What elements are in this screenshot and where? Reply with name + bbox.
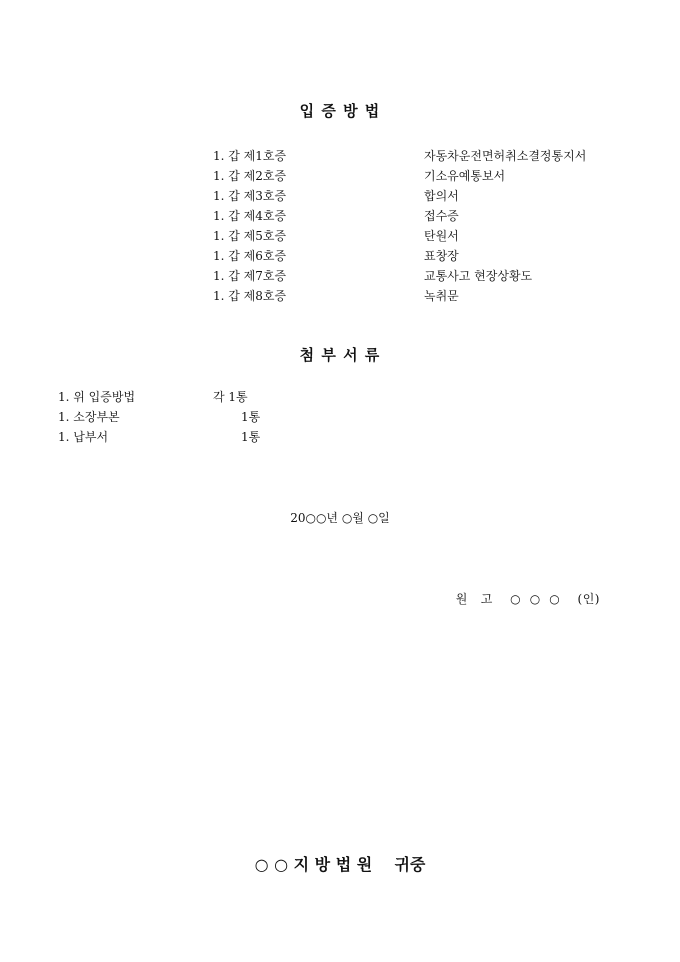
evidence-label: 1. 갑 제8호증 bbox=[213, 289, 287, 303]
evidence-title: 입 증 방 법 bbox=[299, 102, 381, 120]
evidence-document: 접수증 bbox=[424, 209, 459, 223]
evidence-document: 기소유예통보서 bbox=[424, 169, 506, 183]
evidence-document: 합의서 bbox=[424, 189, 459, 203]
document-date: 20○○년 ○월 ○일 bbox=[290, 511, 390, 525]
evidence-item bbox=[213, 186, 633, 206]
attachment-item bbox=[58, 407, 358, 427]
evidence-document: 자동차운전면허취소결정통지서 bbox=[424, 149, 587, 163]
evidence-document: 탄원서 bbox=[424, 229, 459, 243]
attachments-title: 첨 부 서 류 bbox=[299, 346, 381, 364]
attachment-name: 1. 납부서 bbox=[58, 430, 109, 444]
evidence-label: 1. 갑 제7호증 bbox=[213, 269, 287, 283]
evidence-item bbox=[213, 246, 633, 266]
attachment-item bbox=[58, 427, 358, 447]
evidence-document: 교통사고 현장상황도 bbox=[424, 269, 533, 283]
evidence-label: 1. 갑 제5호증 bbox=[213, 229, 287, 243]
evidence-label: 1. 갑 제2호증 bbox=[213, 169, 287, 183]
evidence-item bbox=[213, 286, 633, 306]
attachment-count: 1통 bbox=[241, 430, 261, 444]
evidence-label: 1. 갑 제4호증 bbox=[213, 209, 287, 223]
evidence-item bbox=[213, 166, 633, 186]
attachment-count: 각 1통 bbox=[213, 390, 248, 404]
evidence-item bbox=[213, 226, 633, 246]
attachments-list bbox=[58, 387, 358, 447]
evidence-list bbox=[213, 146, 633, 306]
attachment-count: 1통 bbox=[241, 410, 261, 424]
court-addressee: ○ ○ 지 방 법 원 귀중 bbox=[254, 855, 426, 874]
evidence-item bbox=[213, 206, 633, 226]
evidence-item bbox=[213, 146, 633, 166]
attachment-name: 1. 소장부본 bbox=[58, 410, 120, 424]
evidence-document: 녹취문 bbox=[424, 289, 459, 303]
attachment-name: 1. 위 입증방법 bbox=[58, 390, 136, 404]
evidence-label: 1. 갑 제6호증 bbox=[213, 249, 287, 263]
evidence-label: 1. 갑 제1호증 bbox=[213, 149, 287, 163]
evidence-item bbox=[213, 266, 633, 286]
evidence-document: 표창장 bbox=[424, 249, 459, 263]
plaintiff-signature: 원 고 ○ ○ ○ (인) bbox=[455, 592, 600, 606]
evidence-label: 1. 갑 제3호증 bbox=[213, 189, 287, 203]
attachment-item bbox=[58, 387, 358, 407]
